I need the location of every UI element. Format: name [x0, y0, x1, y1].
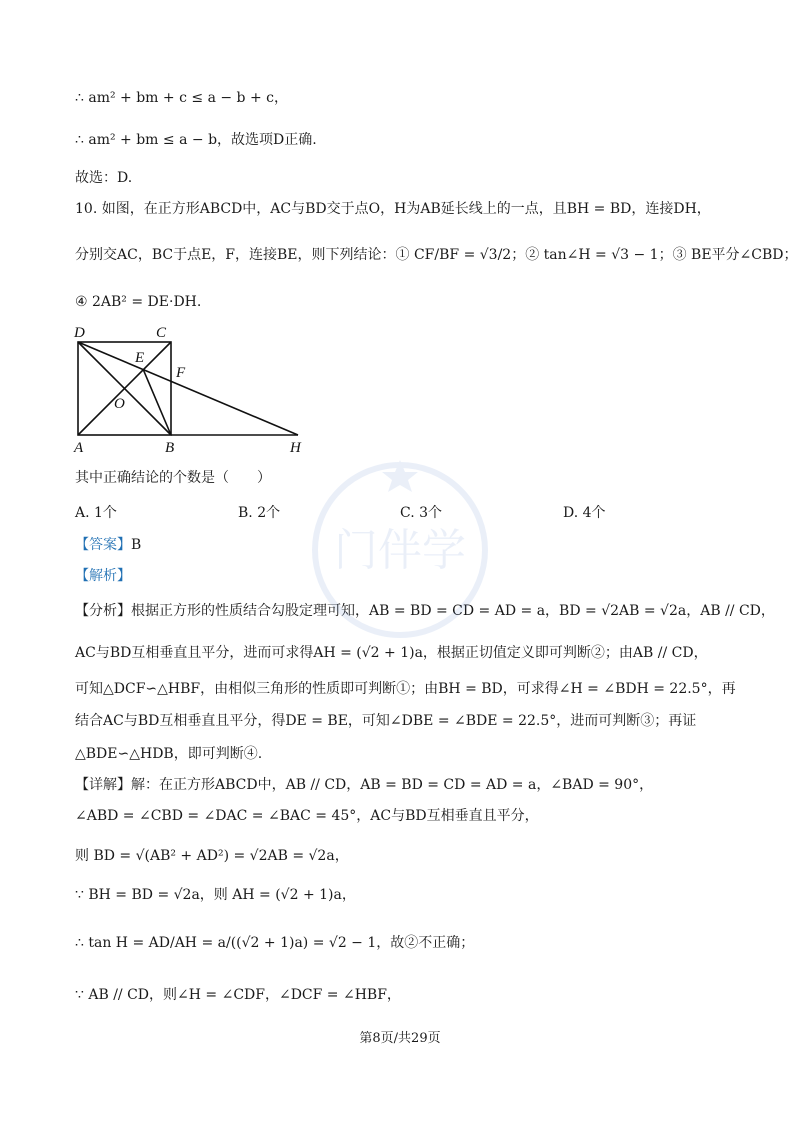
question-10-line-2: 分别交AC，BC于点E，F，连接BE，则下列结论：① CF/BF = √3/2；② tan∠H = √3 − 1；③ BE平分∠CBD； [75, 247, 798, 263]
answer-label: 【答案】 [75, 537, 131, 553]
option-a: A. 1个 [75, 505, 117, 521]
segment-dh [78, 342, 298, 435]
svg-text:门伴学: 门伴学 [334, 525, 466, 576]
analysis-line-1: 【分析】根据正方形的性质结合勾股定理可知，AB = BD = CD = AD = a，BD = √2AB = √2a，AB // CD， [75, 603, 775, 619]
analysis-line-5: △BDE∽△HDB，即可判断④. [75, 746, 263, 762]
question-10-line-1: 10. 如图，在正方形ABCD中，AC与BD交于点O，H为AB延长线上的一点，且BH = BD，连接DH， [75, 201, 711, 217]
answer-line [75, 535, 141, 555]
analysis-line-4: 结合AC与BD互相垂直且平分，得DE = BE，可知∠DBE = ∠BDE = 22.5°，进而可判断③；再证 [75, 713, 697, 729]
detail-line-6: ∵ AB // CD，则∠H = ∠CDF，∠DCF = ∠HBF， [75, 987, 401, 1003]
question-10-line-3: ④ 2AB² = DE·DH. [75, 294, 202, 310]
label-b: B [165, 440, 175, 456]
watermark-logo [275, 450, 525, 650]
analysis-line-2: AC与BD互相垂直且平分，进而可求得AH = (√2 + 1)a，根据正切值定义即可判断②；由AB // CD， [75, 645, 708, 661]
analysis-label: 【解析】 [75, 568, 131, 584]
detail-line-3: 则 BD = √(AB² + AD²) = √2AB = √2a， [75, 848, 349, 864]
option-c: C. 3个 [400, 505, 443, 521]
label-a: A [74, 440, 84, 456]
answer-value: B [131, 537, 142, 553]
label-o: O [114, 396, 125, 412]
line-3: 故选：D. [75, 170, 133, 186]
label-d: D [74, 325, 85, 341]
label-f: F [176, 365, 186, 381]
page-number: 第8页/共29页 [359, 1031, 441, 1046]
label-c: C [156, 325, 167, 341]
option-d: D. 4个 [563, 505, 606, 521]
line-2: ∴ am² + bm ≤ a − b，故选项D正确. [75, 132, 317, 148]
label-e: E [135, 350, 145, 366]
detail-line-4: ∵ BH = BD = √2a，则 AH = (√2 + 1)a， [75, 887, 356, 903]
label-h: H [290, 440, 301, 456]
detail-line-5: ∴ tan H = AD/AH = a/((√2 + 1)a) = √2 − 1，故②不正确； [75, 935, 475, 951]
option-b: B. 2个 [238, 505, 281, 521]
detail-line-1: 【详解】解：在正方形ABCD中，AB // CD，AB = BD = CD = AD = a，∠BAD = 90°， [75, 777, 654, 793]
line-1: ∴ am² + bm + c ≤ a − b + c， [75, 90, 288, 106]
geometry-figure [70, 322, 315, 457]
detail-line-2: ∠ABD = ∠CBD = ∠DAC = ∠BAC = 45°，AC与BD互相垂直且平分， [75, 808, 539, 824]
question-prompt: 其中正确结论的个数是（ ） [75, 470, 271, 486]
analysis-line-3: 可知△DCF∽△HBF，由相似三角形的性质即可判断①；由BH = BD，可求得∠H = ∠BDH = 22.5°，再 [75, 681, 736, 697]
